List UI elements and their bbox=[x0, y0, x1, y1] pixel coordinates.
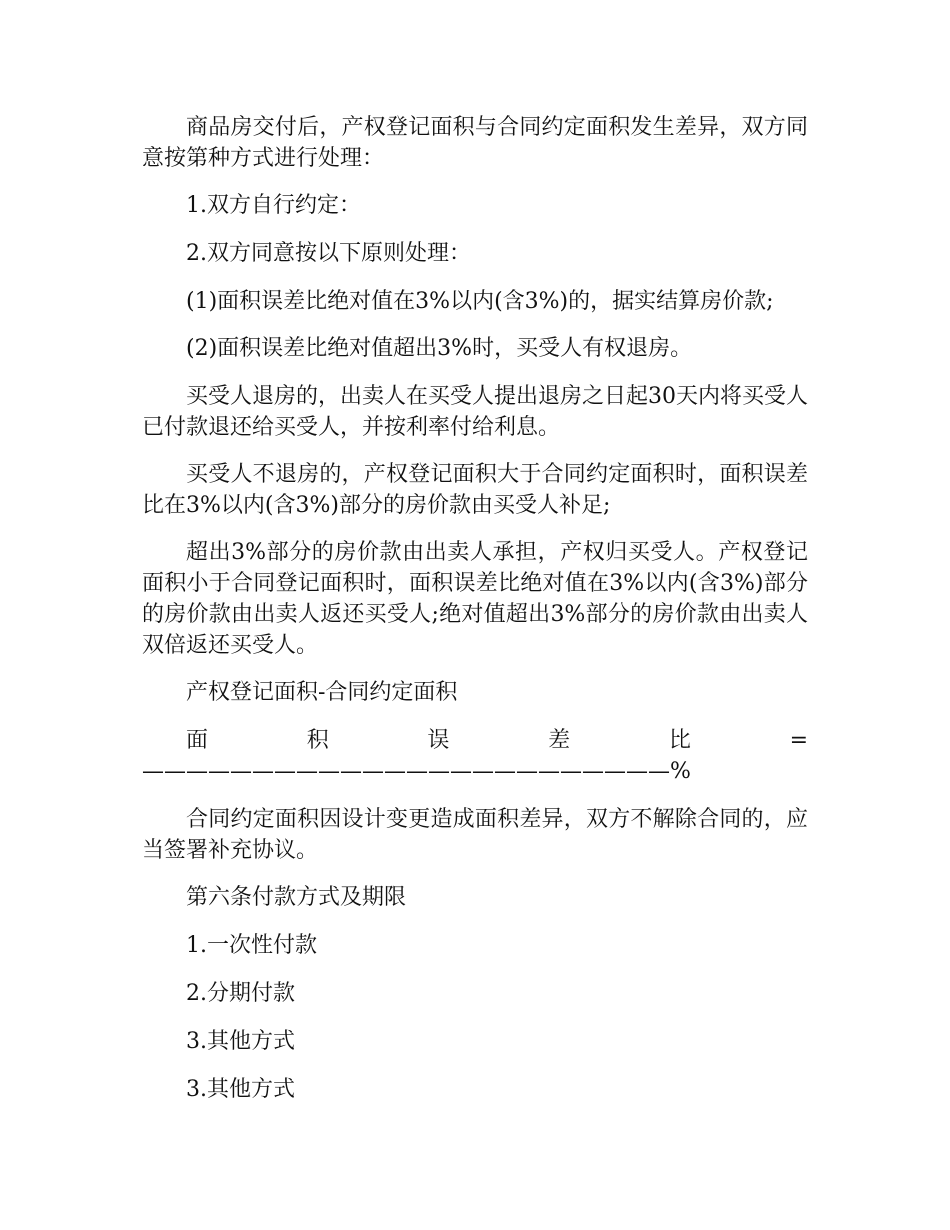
paragraph-design-change: 合同约定面积因设计变更造成面积差异，双方不解除合同的，应当签署补充协议。 bbox=[142, 807, 808, 863]
document-body bbox=[142, 112, 808, 1122]
payment-option-2: 2.分期付款 bbox=[186, 981, 295, 1006]
paragraph-rule-2: (2)面积误差比绝对值超出3%时，买受人有权退房。 bbox=[186, 336, 693, 361]
paragraph-excess-smaller: 超出3%部分的房价款由出卖人承担，产权归买受人。产权登记面积小于合同登记面积时，面积误差比绝对值在3%以内(含3%)部分的房价款由出卖人返还买受人;绝对值超出3%部分的房价款由出卖人双倍返还买受人。 bbox=[142, 540, 808, 658]
payment-option-1: 1.一次性付款 bbox=[186, 933, 317, 958]
formula-numerator: 产权登记面积-合同约定面积 bbox=[186, 680, 458, 705]
paragraph-area-difference: 商品房交付后，产权登记面积与合同约定面积发生差异，双方同意按第种方式进行处理： bbox=[142, 115, 808, 171]
formula-line: 面积误差比=————————————————————————% bbox=[142, 728, 808, 784]
payment-option-3: 3.其他方式 bbox=[186, 1029, 295, 1054]
paragraph-option-1: 1.双方自行约定： bbox=[186, 193, 361, 218]
paragraph-refund: 买受人退房的，出卖人在买受人提出退房之日起30天内将买受人已付款退还给买受人，并按利率付给利息。 bbox=[142, 384, 808, 440]
paragraph-rule-1: (1)面积误差比绝对值在3%以内(含3%)的，据实结算房价款; bbox=[186, 289, 774, 314]
paragraph-option-2: 2.双方同意按以下原则处理： bbox=[186, 241, 471, 266]
paragraph-no-return-larger: 买受人不退房的，产权登记面积大于合同约定面积时，面积误差比在3%以内(含3%)部分的房价款由买受人补足; bbox=[142, 462, 808, 518]
payment-option-3-repeat: 3.其他方式 bbox=[186, 1077, 295, 1102]
article-six-heading: 第六条付款方式及期限 bbox=[186, 885, 407, 910]
